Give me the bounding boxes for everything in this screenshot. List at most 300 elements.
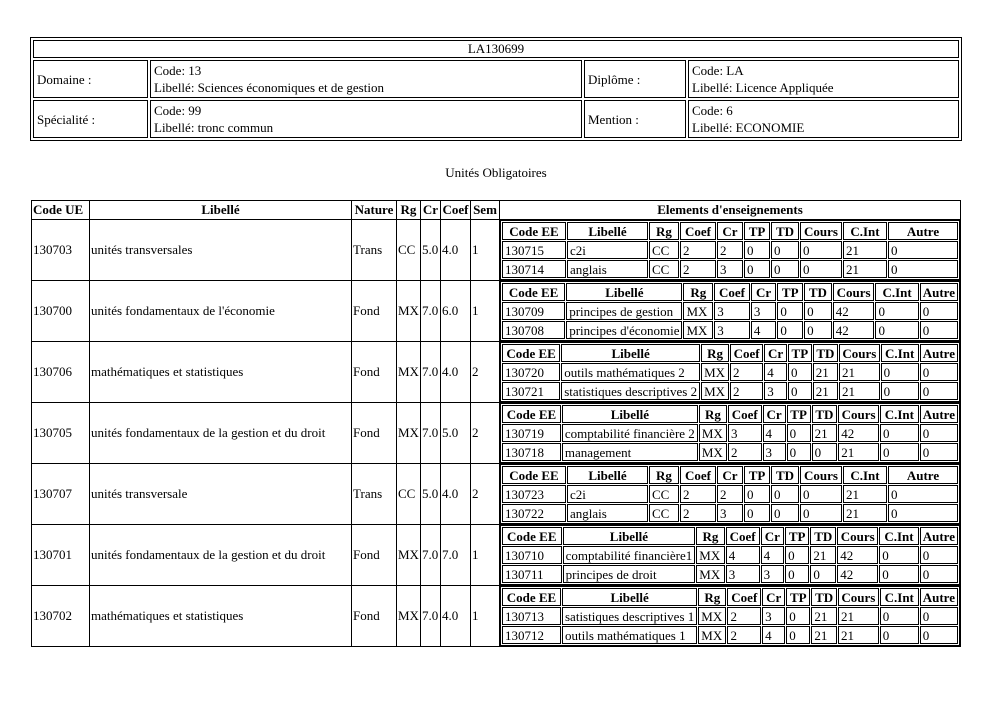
element-cell: 42 bbox=[837, 546, 878, 564]
element-cell: 0 bbox=[810, 565, 836, 583]
ee-col-header: TP bbox=[786, 588, 810, 606]
element-cell: 0 bbox=[920, 546, 958, 564]
element-cell: statistiques descriptives 2 bbox=[561, 382, 700, 400]
ee-col-header: Code EE bbox=[502, 405, 561, 423]
element-cell: 4 bbox=[761, 546, 784, 564]
element-cell: 0 bbox=[800, 260, 842, 278]
element-cell: 0 bbox=[880, 607, 919, 625]
program-header-table bbox=[30, 37, 962, 141]
element-cell: 21 bbox=[843, 241, 887, 259]
elements-cell bbox=[500, 220, 961, 281]
unit-sem: 1 bbox=[471, 220, 500, 281]
ee-col-header: TD bbox=[812, 405, 838, 423]
ee-col-header: Cours bbox=[833, 283, 875, 301]
element-cell: 21 bbox=[812, 424, 838, 442]
element-cell: 3 bbox=[717, 260, 743, 278]
element-cell: 130711 bbox=[502, 565, 562, 583]
specialite-value bbox=[150, 100, 582, 138]
domaine-code: Code: 13 bbox=[154, 63, 202, 78]
element-row bbox=[502, 565, 958, 583]
ee-col-header: TD bbox=[813, 344, 838, 362]
element-cell: 0 bbox=[920, 565, 958, 583]
diplome-code: Code: LA bbox=[692, 63, 744, 78]
unit-code-ue: 130706 bbox=[32, 342, 90, 403]
element-cell: 2 bbox=[717, 485, 743, 503]
element-cell: 0 bbox=[744, 504, 770, 522]
elements-cell bbox=[500, 525, 961, 586]
unit-code-ue: 130701 bbox=[32, 525, 90, 586]
ee-col-header: C.Int bbox=[843, 466, 887, 484]
ee-col-header: Coef bbox=[680, 222, 716, 240]
elements-table bbox=[500, 220, 960, 280]
element-cell: 4 bbox=[751, 321, 777, 339]
specialite-libelle: Libellé: tronc commun bbox=[154, 120, 274, 135]
element-cell: 0 bbox=[881, 382, 919, 400]
elements-header-row bbox=[502, 466, 958, 484]
element-cell: principes d'économie bbox=[566, 321, 682, 339]
unit-libelle: unités transversales bbox=[90, 220, 352, 281]
element-cell: 0 bbox=[879, 546, 919, 564]
element-cell: MX bbox=[683, 302, 713, 320]
ee-col-header: C.Int bbox=[880, 588, 919, 606]
element-cell: 0 bbox=[785, 546, 809, 564]
element-row bbox=[502, 260, 958, 278]
element-cell: 130718 bbox=[502, 443, 561, 461]
element-cell: 0 bbox=[888, 485, 958, 503]
element-cell: 0 bbox=[787, 424, 811, 442]
ee-col-header: TP bbox=[787, 405, 811, 423]
elements-header-row bbox=[502, 588, 958, 606]
unit-code-ue: 130707 bbox=[32, 464, 90, 525]
unit-row bbox=[32, 464, 961, 525]
element-cell: 0 bbox=[920, 321, 958, 339]
section-title: Unités Obligatoires bbox=[445, 165, 547, 180]
ee-col-header: Libellé bbox=[567, 222, 648, 240]
element-cell: 0 bbox=[881, 363, 919, 381]
elements-cell bbox=[500, 464, 961, 525]
element-row bbox=[502, 382, 958, 400]
unit-rg: CC bbox=[397, 464, 421, 525]
col-header-code-ue: Code UE bbox=[32, 201, 90, 220]
element-cell: 0 bbox=[777, 302, 803, 320]
element-cell: 0 bbox=[786, 607, 810, 625]
unit-row bbox=[32, 220, 961, 281]
ee-col-header: Cours bbox=[800, 466, 842, 484]
unit-cr: 7.0 bbox=[421, 281, 441, 342]
unit-rg: MX bbox=[397, 403, 421, 464]
diplome-libelle: Libellé: Licence Appliquée bbox=[692, 80, 834, 95]
element-cell: 3 bbox=[726, 565, 760, 583]
element-cell: 21 bbox=[838, 607, 879, 625]
ee-col-header: Rg bbox=[698, 588, 726, 606]
ee-col-header: C.Int bbox=[875, 283, 918, 301]
unit-sem: 2 bbox=[471, 464, 500, 525]
ee-col-header: Autre bbox=[888, 466, 958, 484]
element-cell: 0 bbox=[888, 504, 958, 522]
unit-rg: MX bbox=[397, 281, 421, 342]
elements-cell bbox=[500, 586, 961, 647]
element-cell: 0 bbox=[771, 260, 799, 278]
col-header-elements: Elements d'enseignements bbox=[500, 201, 961, 220]
element-cell: 3 bbox=[728, 424, 762, 442]
ee-col-header: Libellé bbox=[561, 344, 700, 362]
ee-col-header: TD bbox=[810, 527, 836, 545]
elements-header-row bbox=[502, 405, 958, 423]
element-cell: 130713 bbox=[502, 607, 561, 625]
element-cell: 0 bbox=[880, 626, 919, 644]
element-cell: 21 bbox=[843, 485, 887, 503]
element-cell: 0 bbox=[920, 424, 958, 442]
mention-libelle: Libellé: ECONOMIE bbox=[692, 120, 805, 135]
element-row bbox=[502, 485, 958, 503]
ee-col-header: Rg bbox=[683, 283, 713, 301]
element-cell: CC bbox=[649, 504, 679, 522]
unit-nature: Fond bbox=[352, 586, 397, 647]
unit-nature: Fond bbox=[352, 342, 397, 403]
specialite-label: Spécialité : bbox=[33, 100, 148, 138]
element-cell: MX bbox=[699, 443, 727, 461]
element-cell: 21 bbox=[839, 382, 880, 400]
element-cell: comptabilité financière 2 bbox=[562, 424, 698, 442]
ee-col-header: Code EE bbox=[502, 466, 566, 484]
unit-libelle: mathématiques et statistiques bbox=[90, 586, 352, 647]
element-cell: 0 bbox=[920, 382, 958, 400]
elements-table bbox=[500, 281, 960, 341]
col-header-sem: Sem bbox=[471, 201, 500, 220]
element-cell: 21 bbox=[839, 363, 880, 381]
element-cell: 0 bbox=[804, 321, 832, 339]
element-cell: 21 bbox=[811, 626, 837, 644]
ee-col-header: Rg bbox=[649, 466, 679, 484]
element-row bbox=[502, 626, 958, 644]
element-row bbox=[502, 504, 958, 522]
element-cell: 21 bbox=[811, 607, 837, 625]
element-row bbox=[502, 302, 958, 320]
unit-row bbox=[32, 525, 961, 586]
unit-code-ue: 130703 bbox=[32, 220, 90, 281]
program-code: LA130699 bbox=[33, 40, 959, 58]
element-cell: CC bbox=[649, 485, 679, 503]
ee-col-header: Autre bbox=[920, 283, 958, 301]
unit-coef: 6.0 bbox=[441, 281, 471, 342]
ee-col-header: Code EE bbox=[502, 344, 560, 362]
element-cell: MX bbox=[696, 546, 724, 564]
element-cell: 130710 bbox=[502, 546, 562, 564]
mention-value bbox=[688, 100, 959, 138]
ee-col-header: C.Int bbox=[879, 527, 919, 545]
ee-col-header: Coef bbox=[727, 588, 761, 606]
element-cell: 2 bbox=[717, 241, 743, 259]
unit-row bbox=[32, 342, 961, 403]
ee-col-header: TP bbox=[785, 527, 809, 545]
unit-sem: 1 bbox=[471, 586, 500, 647]
unit-libelle: unités fondamentaux de la gestion et du droit bbox=[90, 403, 352, 464]
unit-code-ue: 130700 bbox=[32, 281, 90, 342]
element-cell: 4 bbox=[726, 546, 760, 564]
element-cell: 3 bbox=[763, 443, 786, 461]
element-cell: 130714 bbox=[502, 260, 566, 278]
element-cell: 2 bbox=[730, 363, 763, 381]
unit-cr: 5.0 bbox=[421, 220, 441, 281]
element-cell: 4 bbox=[764, 363, 787, 381]
element-cell: 130708 bbox=[502, 321, 565, 339]
element-cell: 0 bbox=[875, 302, 918, 320]
elements-table bbox=[500, 586, 960, 646]
elements-cell bbox=[500, 403, 961, 464]
element-cell: 0 bbox=[788, 382, 812, 400]
element-cell: 4 bbox=[763, 424, 786, 442]
element-cell: 0 bbox=[771, 241, 799, 259]
ee-col-header: Autre bbox=[920, 588, 958, 606]
unit-code-ue: 130702 bbox=[32, 586, 90, 647]
element-cell: 130723 bbox=[502, 485, 566, 503]
ee-col-header: TP bbox=[744, 222, 770, 240]
unit-libelle: unités fondamentaux de la gestion et du droit bbox=[90, 525, 352, 586]
unit-nature: Trans bbox=[352, 220, 397, 281]
element-cell: 21 bbox=[813, 382, 838, 400]
ee-col-header: Code EE bbox=[502, 283, 565, 301]
ee-col-header: Libellé bbox=[567, 466, 648, 484]
element-cell: 0 bbox=[785, 565, 809, 583]
ee-col-header: TP bbox=[788, 344, 812, 362]
col-header-coef: Coef bbox=[441, 201, 471, 220]
element-cell: 3 bbox=[764, 382, 787, 400]
elements-header-row bbox=[502, 527, 958, 545]
ee-col-header: Code EE bbox=[502, 588, 561, 606]
element-cell: 0 bbox=[880, 424, 919, 442]
element-cell: 130722 bbox=[502, 504, 566, 522]
element-cell: principes de droit bbox=[563, 565, 696, 583]
diplome-value bbox=[688, 60, 959, 98]
unit-libelle: mathématiques et statistiques bbox=[90, 342, 352, 403]
element-cell: 0 bbox=[788, 363, 812, 381]
element-cell: 0 bbox=[771, 485, 799, 503]
element-cell: 3 bbox=[714, 321, 750, 339]
ee-col-header: TP bbox=[777, 283, 803, 301]
ee-col-header: Cr bbox=[751, 283, 777, 301]
element-cell: principes de gestion bbox=[566, 302, 682, 320]
element-cell: 2 bbox=[727, 626, 761, 644]
diplome-label: Diplôme : bbox=[584, 60, 686, 98]
ee-col-header: Cr bbox=[762, 588, 785, 606]
elements-header-row bbox=[502, 344, 958, 362]
element-cell: CC bbox=[649, 260, 679, 278]
ee-col-header: Cours bbox=[839, 344, 880, 362]
element-cell: 42 bbox=[838, 424, 879, 442]
ee-col-header: Rg bbox=[699, 405, 727, 423]
element-row bbox=[502, 443, 958, 461]
element-row bbox=[502, 241, 958, 259]
elements-table bbox=[500, 342, 960, 402]
ee-col-header: Cr bbox=[764, 344, 787, 362]
ee-col-header: Cr bbox=[761, 527, 784, 545]
element-cell: 21 bbox=[843, 504, 887, 522]
element-cell: 130712 bbox=[502, 626, 561, 644]
unit-row bbox=[32, 586, 961, 647]
element-cell: 0 bbox=[744, 485, 770, 503]
element-row bbox=[502, 424, 958, 442]
element-cell: c2i bbox=[567, 485, 648, 503]
element-cell: 130721 bbox=[502, 382, 560, 400]
ee-col-header: Rg bbox=[696, 527, 724, 545]
elements-header-row bbox=[502, 283, 958, 301]
element-cell: 0 bbox=[800, 241, 842, 259]
elements-table bbox=[500, 403, 960, 463]
element-cell: 2 bbox=[680, 260, 716, 278]
unit-coef: 5.0 bbox=[441, 403, 471, 464]
unit-rg: MX bbox=[397, 342, 421, 403]
element-row bbox=[502, 546, 958, 564]
element-cell: 21 bbox=[838, 443, 879, 461]
unit-libelle: unités transversale bbox=[90, 464, 352, 525]
element-cell: 0 bbox=[920, 302, 958, 320]
element-cell: 2 bbox=[680, 241, 716, 259]
element-cell: MX bbox=[683, 321, 713, 339]
element-cell: 42 bbox=[833, 321, 875, 339]
element-cell: MX bbox=[699, 424, 727, 442]
element-cell: 0 bbox=[744, 260, 770, 278]
element-cell: 0 bbox=[771, 504, 799, 522]
elements-cell bbox=[500, 281, 961, 342]
ee-col-header: Libellé bbox=[563, 527, 696, 545]
unit-coef: 4.0 bbox=[441, 586, 471, 647]
ee-col-header: Autre bbox=[920, 344, 958, 362]
units-table bbox=[31, 200, 961, 647]
elements-cell bbox=[500, 342, 961, 403]
element-cell: 42 bbox=[833, 302, 875, 320]
ee-col-header: Coef bbox=[714, 283, 750, 301]
ee-col-header: Autre bbox=[920, 527, 958, 545]
element-cell: management bbox=[562, 443, 698, 461]
unit-rg: MX bbox=[397, 586, 421, 647]
unit-code-ue: 130705 bbox=[32, 403, 90, 464]
ee-col-header: Cours bbox=[838, 588, 879, 606]
col-header-nature: Nature bbox=[352, 201, 397, 220]
unit-coef: 4.0 bbox=[441, 342, 471, 403]
element-cell: 2 bbox=[680, 504, 716, 522]
col-header-cr: Cr bbox=[421, 201, 441, 220]
element-cell: 0 bbox=[920, 626, 958, 644]
element-cell: 0 bbox=[800, 485, 842, 503]
element-cell: anglais bbox=[567, 504, 648, 522]
unit-nature: Trans bbox=[352, 464, 397, 525]
element-cell: 42 bbox=[837, 565, 878, 583]
element-row bbox=[502, 607, 958, 625]
ee-col-header: Autre bbox=[920, 405, 958, 423]
element-cell: 0 bbox=[880, 443, 919, 461]
element-cell: 0 bbox=[777, 321, 803, 339]
unit-cr: 5.0 bbox=[421, 464, 441, 525]
elements-table bbox=[500, 464, 960, 524]
unit-nature: Fond bbox=[352, 403, 397, 464]
element-cell: 0 bbox=[787, 443, 811, 461]
unit-sem: 2 bbox=[471, 342, 500, 403]
element-cell: satistiques descriptives 1 bbox=[562, 607, 697, 625]
col-header-libelle: Libellé bbox=[90, 201, 352, 220]
element-cell: anglais bbox=[567, 260, 648, 278]
specialite-code: Code: 99 bbox=[154, 103, 202, 118]
element-cell: outils mathématiques 2 bbox=[561, 363, 700, 381]
element-cell: 130715 bbox=[502, 241, 566, 259]
element-cell: c2i bbox=[567, 241, 648, 259]
unit-sem: 2 bbox=[471, 403, 500, 464]
element-cell: 3 bbox=[762, 607, 785, 625]
domaine-libelle: Libellé: Sciences économiques et de gestion bbox=[154, 80, 384, 95]
ee-col-header: Cr bbox=[763, 405, 786, 423]
element-cell: 2 bbox=[728, 443, 762, 461]
ee-col-header: Libellé bbox=[562, 405, 698, 423]
ee-col-header: Cr bbox=[717, 222, 743, 240]
element-row bbox=[502, 321, 958, 339]
ee-col-header: Coef bbox=[730, 344, 763, 362]
ee-col-header: TD bbox=[811, 588, 837, 606]
element-cell: 21 bbox=[838, 626, 879, 644]
elements-table bbox=[500, 525, 960, 585]
element-cell: 21 bbox=[813, 363, 838, 381]
element-cell: 2 bbox=[730, 382, 763, 400]
element-cell: 0 bbox=[888, 241, 958, 259]
unit-cr: 7.0 bbox=[421, 525, 441, 586]
ee-col-header: Code EE bbox=[502, 527, 562, 545]
ee-col-header: TD bbox=[771, 222, 799, 240]
ee-col-header: Cr bbox=[717, 466, 743, 484]
element-cell: 0 bbox=[888, 260, 958, 278]
element-cell: 0 bbox=[804, 302, 832, 320]
unit-nature: Fond bbox=[352, 281, 397, 342]
ee-col-header: Coef bbox=[728, 405, 762, 423]
unit-coef: 7.0 bbox=[441, 525, 471, 586]
element-cell: 21 bbox=[810, 546, 836, 564]
ee-col-header: Code EE bbox=[502, 222, 566, 240]
domaine-value bbox=[150, 60, 582, 98]
ee-col-header: Libellé bbox=[562, 588, 697, 606]
unit-cr: 7.0 bbox=[421, 342, 441, 403]
element-cell: 0 bbox=[786, 626, 810, 644]
unit-libelle: unités fondamentaux de l'économie bbox=[90, 281, 352, 342]
element-cell: 0 bbox=[812, 443, 838, 461]
col-header-rg: Rg bbox=[397, 201, 421, 220]
unit-row bbox=[32, 281, 961, 342]
element-cell: 130720 bbox=[502, 363, 560, 381]
element-cell: comptabilité financière1 bbox=[563, 546, 696, 564]
ee-col-header: Coef bbox=[680, 466, 716, 484]
elements-header-row bbox=[502, 222, 958, 240]
element-cell: 3 bbox=[717, 504, 743, 522]
ee-col-header: Rg bbox=[701, 344, 729, 362]
unit-coef: 4.0 bbox=[441, 220, 471, 281]
element-cell: 0 bbox=[920, 607, 958, 625]
element-cell: MX bbox=[701, 382, 729, 400]
ee-col-header: Libellé bbox=[566, 283, 682, 301]
unit-rg: MX bbox=[397, 525, 421, 586]
unit-coef: 4.0 bbox=[441, 464, 471, 525]
ee-col-header: Cours bbox=[837, 527, 878, 545]
element-cell: MX bbox=[698, 607, 726, 625]
element-cell: 2 bbox=[727, 607, 761, 625]
element-cell: MX bbox=[701, 363, 729, 381]
ee-col-header: Cours bbox=[838, 405, 879, 423]
ee-col-header: TP bbox=[744, 466, 770, 484]
element-cell: MX bbox=[698, 626, 726, 644]
unit-cr: 7.0 bbox=[421, 403, 441, 464]
unit-sem: 1 bbox=[471, 281, 500, 342]
unit-rg: CC bbox=[397, 220, 421, 281]
element-cell: 3 bbox=[761, 565, 784, 583]
unit-nature: Fond bbox=[352, 525, 397, 586]
element-cell: 130719 bbox=[502, 424, 561, 442]
element-cell: 3 bbox=[751, 302, 777, 320]
element-cell: 0 bbox=[920, 443, 958, 461]
